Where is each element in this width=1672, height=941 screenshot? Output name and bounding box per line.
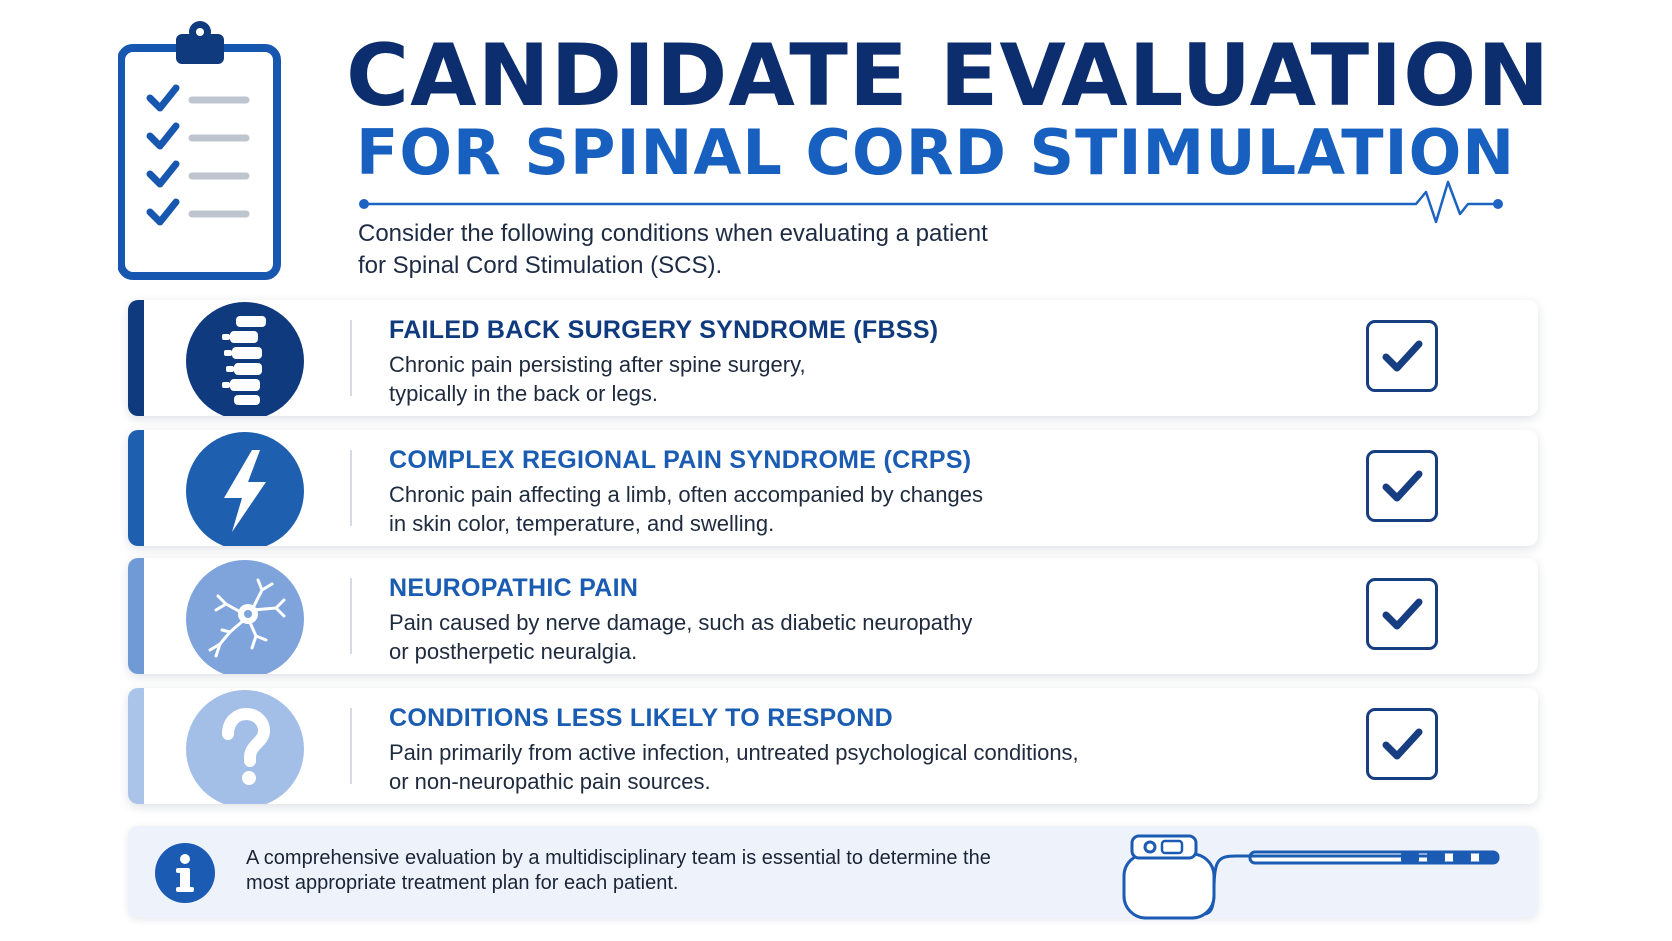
condition-desc-line-2: typically in the back or legs.	[389, 381, 659, 406]
question-mark-icon	[186, 690, 304, 804]
footer-text-line-1: A comprehensive evaluation by a multidisciplinary team is essential to determine the	[246, 847, 991, 869]
crps-checkbox[interactable]	[1366, 450, 1438, 522]
clipboard-checklist-icon	[118, 20, 282, 282]
condition-desc-line-2: or postherpetic neuralgia.	[389, 639, 638, 664]
footer-text	[246, 846, 1086, 896]
info-icon	[154, 842, 216, 904]
intro-line-2: for Spinal Cord Stimulation (SCS).	[358, 252, 723, 279]
condition-desc-line-2: or non-neuropathic pain sources.	[389, 769, 711, 794]
condition-description	[389, 738, 1289, 796]
condition-description	[389, 480, 1289, 538]
footer-text-line-2: most appropriate treatment plan for each patient.	[246, 872, 679, 894]
page-subtitle: FOR SPINAL CORD STIMULATION	[356, 116, 1516, 189]
intro-text	[358, 218, 1258, 282]
checkmark-icon	[1378, 720, 1426, 768]
condition-desc-line-2: in skin color, temperature, and swelling.	[389, 511, 775, 536]
card-accent-bar	[128, 558, 144, 674]
checkmark-icon	[1378, 332, 1426, 380]
card-accent-bar	[128, 688, 144, 804]
fbss-checkbox[interactable]	[1366, 320, 1438, 392]
checkmark-icon	[1378, 462, 1426, 510]
condition-desc-line-1: Pain primarily from active infection, untreated psychological conditions,	[389, 740, 1079, 765]
page-title: CANDIDATE EVALUATION	[346, 26, 1551, 126]
condition-title: COMPLEX REGIONAL PAIN SYNDROME (CRPS)	[389, 446, 972, 474]
condition-card-fbss	[128, 300, 1538, 416]
card-divider	[350, 578, 352, 654]
card-accent-bar	[128, 430, 144, 546]
footer-note	[128, 826, 1538, 918]
neuropathic-checkbox[interactable]	[1366, 578, 1438, 650]
condition-title: CONDITIONS LESS LIKELY TO RESPOND	[389, 704, 893, 732]
less-likely-checkbox[interactable]	[1366, 708, 1438, 780]
card-divider	[350, 320, 352, 396]
lightning-bolt-icon	[186, 432, 304, 546]
condition-title: FAILED BACK SURGERY SYNDROME (FBSS)	[389, 316, 939, 344]
card-divider	[350, 450, 352, 526]
card-accent-bar	[128, 300, 144, 416]
condition-description	[389, 608, 1289, 666]
condition-desc-line-1: Pain caused by nerve damage, such as diabetic neuropathy	[389, 610, 973, 635]
condition-desc-line-1: Chronic pain persisting after spine surgery,	[389, 352, 806, 377]
condition-card-neuropathic	[128, 558, 1538, 674]
condition-card-less-likely	[128, 688, 1538, 804]
checkmark-icon	[1378, 590, 1426, 638]
condition-desc-line-1: Chronic pain affecting a limb, often accompanied by changes	[389, 482, 983, 507]
card-divider	[350, 708, 352, 784]
condition-card-crps	[128, 430, 1538, 546]
condition-title: NEUROPATHIC PAIN	[389, 574, 639, 602]
condition-description	[389, 350, 1289, 408]
intro-line-1: Consider the following conditions when evaluating a patient	[358, 220, 988, 247]
stimulator-device-icon	[1118, 830, 1518, 922]
spine-icon	[186, 302, 304, 416]
neuron-icon	[186, 560, 304, 674]
